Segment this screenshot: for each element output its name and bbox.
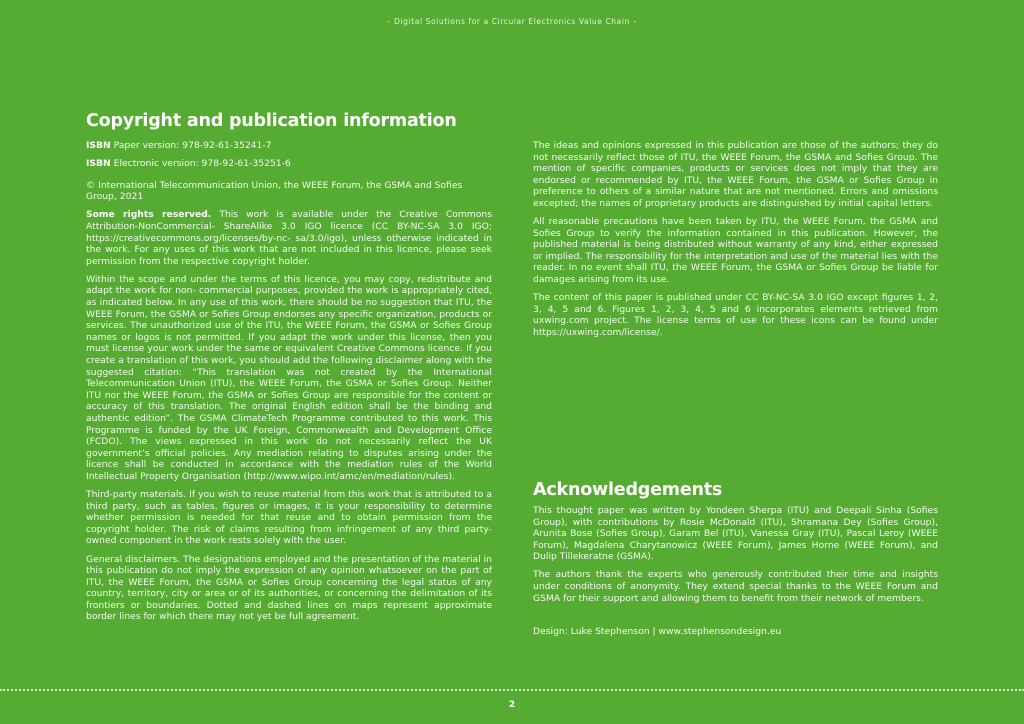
licence-terms-paragraph: Within the scope and under the terms of this licence, you may copy, redistribute and adapt the work for non- commercial purposes, provided the work is appropriately cited, as indicated below. In any use of this work, there should be no suggestion that ITU, the WEEE Forum, the GSMA or Sofies Group endorses any specific organization, products or services. The unauthorized use of the ITU, the WEEE Forum, the GSMA or Sofies Group names or logos is not permitted. If you adapt the work under this license, then you must license your work under the same or equivalent Creative Commons licence. If you create a translation of this work, you should add the following disclaimer along with the suggested citation: “This translation was not created by the International Telecommunication Union (ITU), the WEEE Forum, the GSMA or Sofies Group. Neither ITU nor the WEEE Forum, the GSMA or Sofies Group are responsible for the content or accuracy of this translation. The original English edition shall be the binding and authentic edition”. The GSMA ClimateTech Programme contributed to this work. This Programme is funded by the UK Foreign, Commonwealth and Development Office (FCDO). The views expressed in this work do not necessarily reflect the UK government’s official policies. Any mediation relating to disputes arising under the licence shall be conducted in accordance with the mediation rules of the World Intellectual Property Organisation (http://www.wipo.int/amc/en/mediation/rules). — [86, 273, 492, 482]
isbn-label: ISBN — [86, 158, 111, 170]
general-disclaimers-paragraph: General disclaimers. The designations employed and the presentation of the material in this publication do not imply the expression of any opinion whatsoever on the part of ITU, the WEEE Forum, the GSMA or Sofies Group concerning the legal status of any country, territory, city or area or of its authorities, or concerning the delimitation of its frontiers or boundaries. Dotted and dashed lines on maps represent approximate border lines for which there may not yet be full agreement. — [86, 553, 492, 623]
thanks-paragraph: The authors thank the experts who generously contributed their time and insights under conditions of anonymity. They extend special thanks to the WEEE Forum and GSMA for their support and allowing them to benefit from their network of members. — [533, 569, 938, 604]
acknowledgements-body — [533, 505, 938, 611]
page-number: 2 — [508, 700, 516, 710]
copyright-column-right — [533, 140, 938, 345]
isbn-label: ISBN — [86, 140, 111, 151]
licence-figures-paragraph: The content of this paper is published under CC BY-NC-SA 3.0 IGO except figures 1, 2, 3, 4, 5 and 6. Figures 1, 2, 3, 4, 5 and 6 incorporates elements retrieved from uxwing.com project. The license terms of use for these icons can be found under https://uxwing.com/license/. — [533, 292, 938, 338]
copyright-notice: © International Telecommunication Union, the WEEE Forum, the GSMA and Sofies Group, 2021 — [86, 179, 463, 203]
copyright-heading: Copyright and publication information — [86, 111, 457, 131]
third-party-paragraph: Third-party materials. If you wish to reuse material from this work that is attributed to a third party, such as tables, figures or images, it is your responsibility to determine whether permission is needed for that reuse and to obtain permission from the copyright holder. The risk of claims resulting from infringement of any third party-owned component in the work rests solely with the user. — [86, 489, 492, 547]
footer-dotted-rule — [0, 689, 1024, 693]
precautions-paragraph: All reasonable precautions have been taken by ITU, the WEEE Forum, the GSMA and Sofies Group to verify the information contained in this publication. However, the published material is being distributed without warranty of any kind, either expressed or implied. The responsibility for the interpretation and use of the material lies with the reader. In no event shall ITU, the WEEE Forum, the GSMA or Sofies Group be liable for damages arising from its use. — [533, 216, 938, 286]
isbn-paper: ISBN Paper version: 978-92-61-35241-7 — [86, 140, 272, 151]
copyright-column-left — [86, 140, 492, 630]
isbn-electronic: ISBN Electronic version: 978-92-61-35251-6 — [86, 158, 291, 170]
design-credit: Design: Luke Stephenson | www.stephensondesign.eu — [533, 626, 782, 637]
ideas-opinions-paragraph: The ideas and opinions expressed in this publication are those of the authors; they do not necessarily reflect those of ITU, the WEEE Forum, the GSMA and Sofies Group. The mention of specific companies, products or services does not imply that they are endorsed or recommended by ITU, the WEEE Forum, the GSMA or Sofies Group in preference to others of a similar nature that are not mentioned. Errors and omissions excepted; the names of proprietary products are distinguished by initial capital letters. — [533, 140, 938, 209]
acknowledgements-heading: Acknowledgements — [533, 480, 723, 500]
rights-paragraph: Some rights reserved. This work is available under the Creative Commons Attribution-NonCommercial- ShareAlike 3.0 IGO licence (CC BY-NC-SA 3.0 IGO; https://creativecommons.org/licenses/by-nc- sa/3.0/igo), unless otherwise indicated in the work. For any uses of this work that are not included in this licence, please seek permission from the respective copyright holder. — [86, 209, 492, 267]
authors-paragraph: This thought paper was written by Yondeen Sherpa (ITU) and Deepali Sinha (Sofies Group), with contributions by Rosie McDonald (ITU), Shramana Dey (Sofies Group), Arunita Bose (Sofies Group), Garam Bel (ITU), Vanessa Gray (ITU), Pascal Leroy (WEEE Forum), Magdalena Charytanowicz (WEEE Forum), James Horne (WEEE Forum), and Dulip Tillekeratne (GSMA). — [533, 505, 938, 563]
running-header: – Digital Solutions for a Circular Electronics Value Chain – — [386, 17, 638, 26]
